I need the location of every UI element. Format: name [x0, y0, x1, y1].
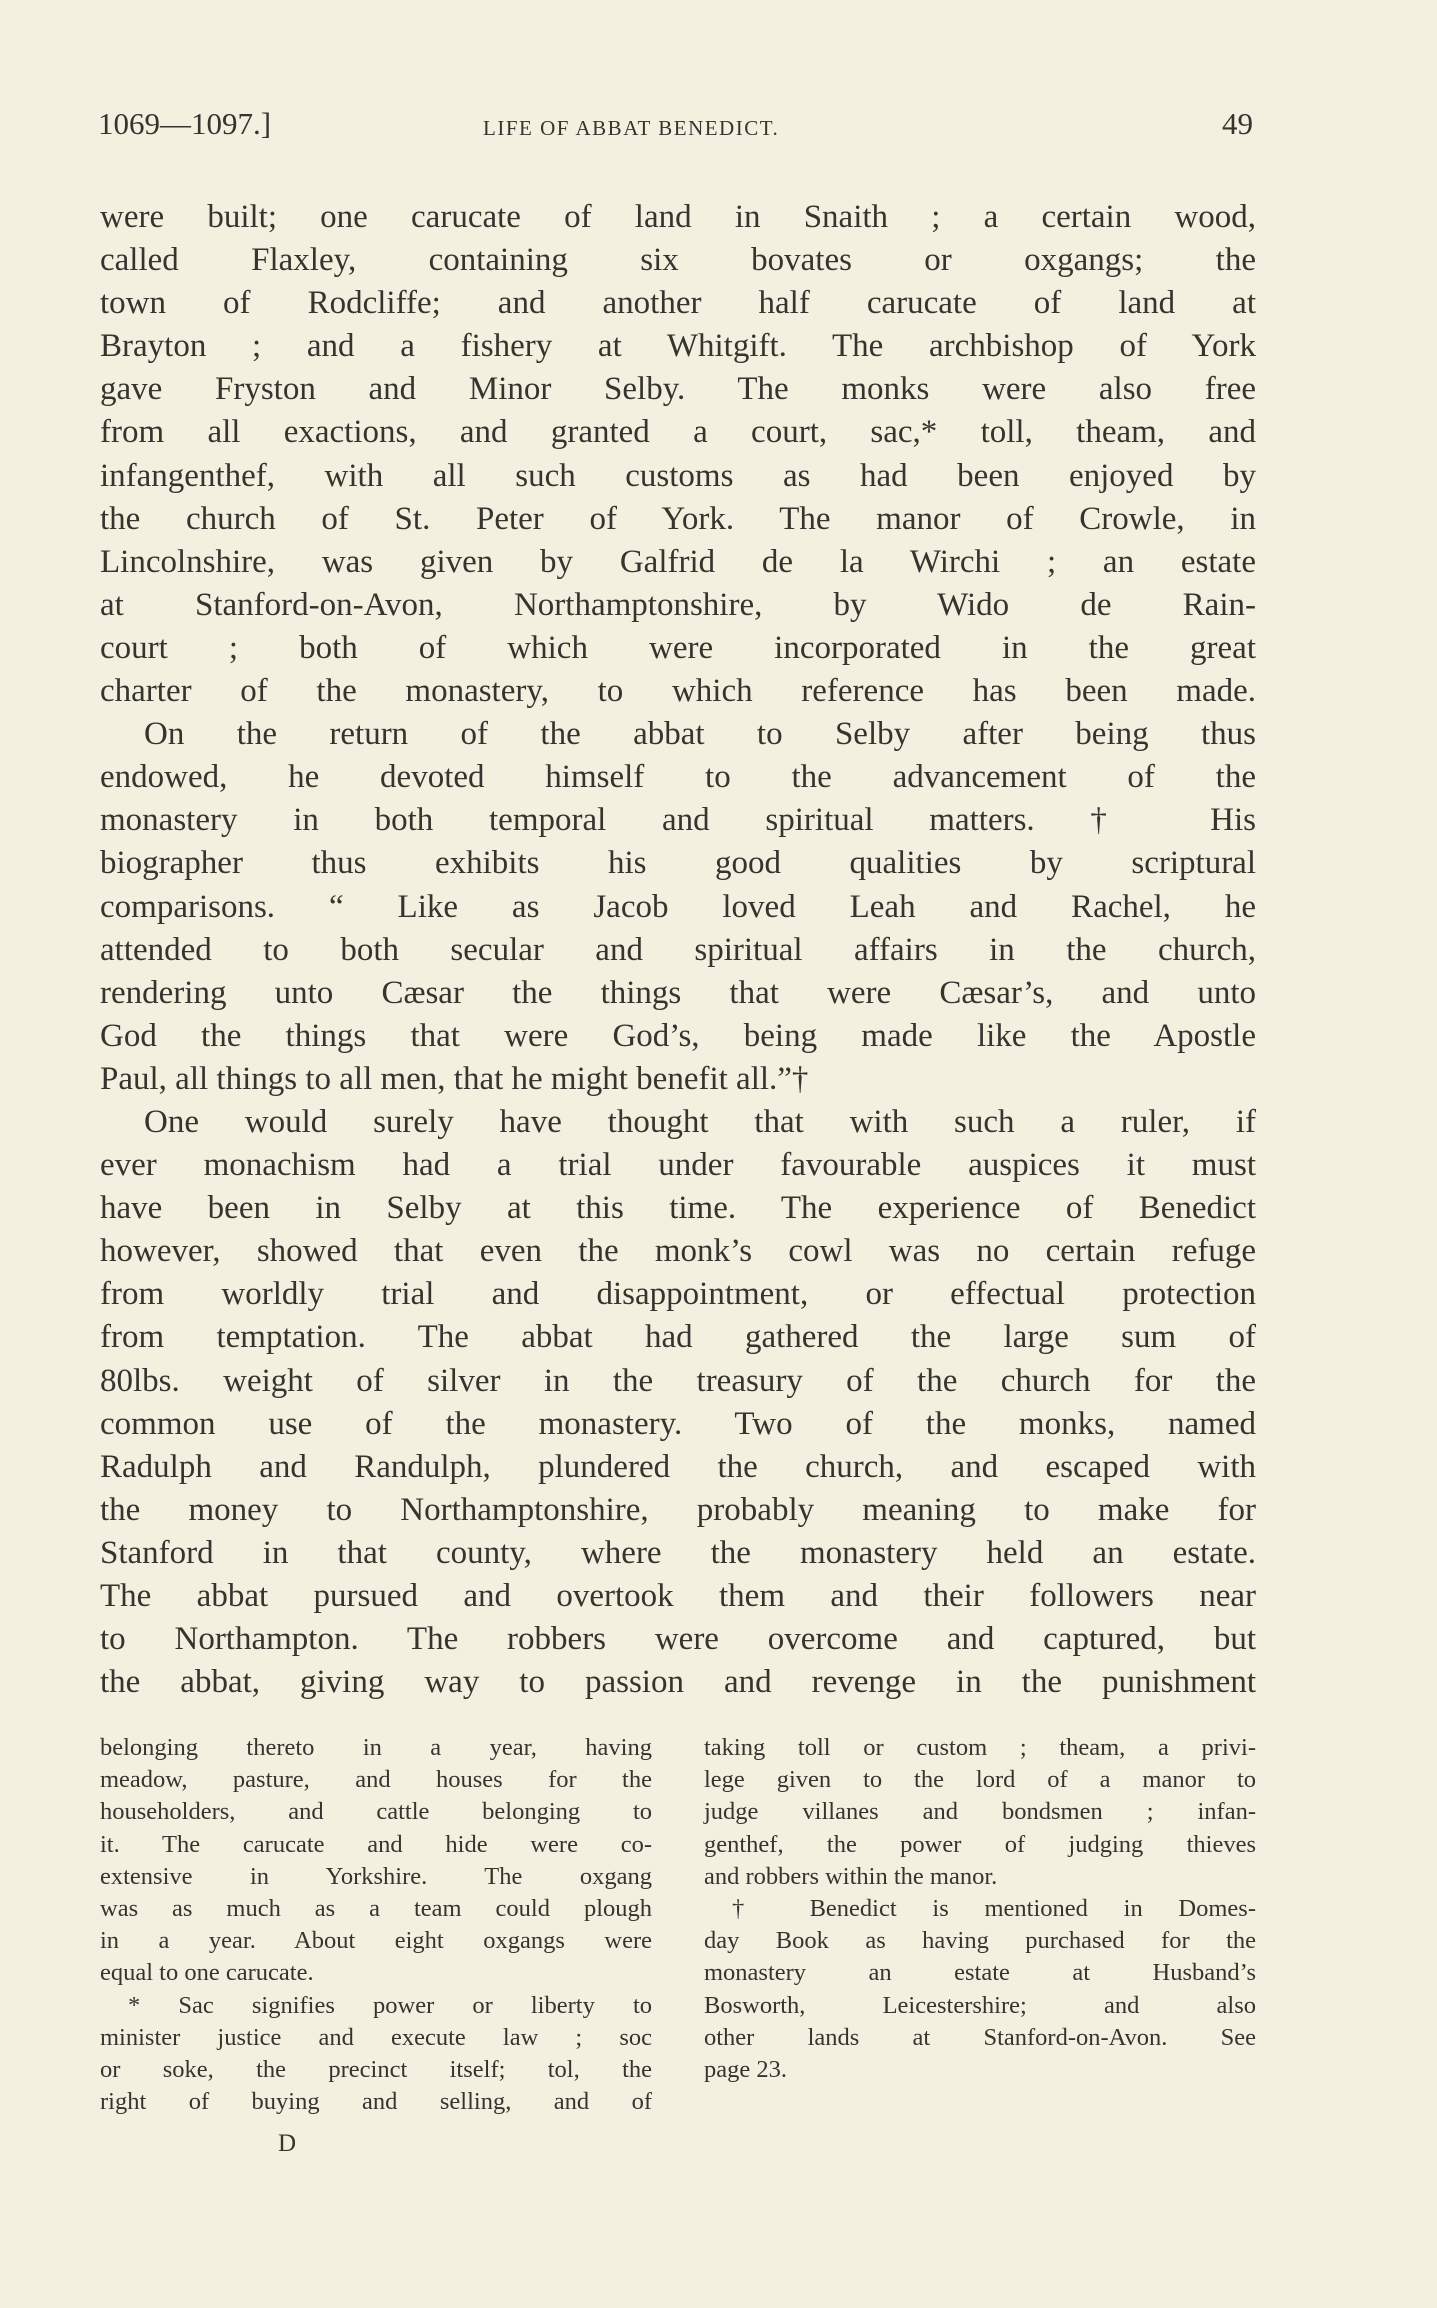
text-line: were built; one carucate of land in Snaith ; a certain wood,: [100, 199, 1256, 235]
text-line: common use of the monastery. Two of the monks, named: [100, 1405, 1256, 1442]
footnote-line: Bosworth, Leicestershire; and also: [704, 1991, 1256, 2019]
footnote-line: genthef, the power of judging thieves: [704, 1830, 1256, 1858]
text-line: infangenthef, with all such customs as had been enjoyed by: [100, 457, 1256, 494]
footnote-line: and robbers within the manor.: [704, 1862, 998, 1890]
footnote-line: minister justice and execute law ; soc: [100, 2023, 652, 2051]
footnotes-left-column: [100, 1732, 652, 2118]
text-line: however, showed that even the monk’s cowl was no certain refuge: [100, 1233, 1256, 1270]
text-line: Brayton ; and a fishery at Whitgift. The archbishop of York: [100, 328, 1256, 365]
text-line: at Stanford-on-Avon, Northamptonshire, by Wido de Rain-: [100, 586, 1256, 623]
text-line: Paul, all things to all men, that he might benefit all.”†: [100, 1060, 809, 1097]
text-line: the money to Northamptonshire, probably meaning to make for: [100, 1491, 1256, 1528]
footnote-line: meadow, pasture, and houses for the: [100, 1766, 652, 1794]
signature-mark: D: [278, 2130, 297, 2157]
text-line: the abbat, giving way to passion and revenge in the punishment: [100, 1664, 1256, 1701]
text-line: One would surely have thought that with such a ruler, if: [144, 1103, 1256, 1140]
running-head-title: LIFE OF ABBAT BENEDICT.: [483, 116, 780, 140]
text-line: called Flaxley, containing six bovates or oxgangs; the: [100, 242, 1256, 279]
text-line: from all exactions, and granted a court, sac,* toll, theam, and: [100, 414, 1256, 451]
text-line: to Northampton. The robbers were overcome and captured, but: [100, 1621, 1256, 1658]
text-line: The abbat pursued and overtook them and their followers near: [100, 1578, 1256, 1614]
page-number: 49: [1222, 106, 1253, 141]
footnote-line: * Sac signifies power or liberty to: [128, 1991, 652, 2019]
footnote-line: † Benedict is mentioned in Domes-: [732, 1894, 1256, 1922]
main-text: [100, 196, 1256, 1704]
footnote-line: equal to one carucate.: [100, 1959, 314, 1987]
footnote-line: right of buying and selling, and of: [100, 2088, 652, 2116]
text-line: Radulph and Randulph, plundered the church, and escaped with: [100, 1448, 1256, 1485]
text-line: On the return of the abbat to Selby after being thus: [144, 716, 1256, 753]
text-line: town of Rodcliffe; and another half carucate of land at: [100, 285, 1256, 322]
text-line: attended to both secular and spiritual affairs in the church,: [100, 931, 1256, 968]
text-line: 80lbs. weight of silver in the treasury of the church for the: [100, 1362, 1256, 1399]
text-line: rendering unto Cæsar the things that were Cæsar’s, and unto: [100, 974, 1256, 1011]
text-line: comparisons. “ Like as Jacob loved Leah and Rachel, he: [100, 888, 1256, 925]
footnote-line: lege given to the lord of a manor to: [704, 1766, 1256, 1794]
footnote-line: householders, and cattle belonging to: [100, 1798, 652, 1826]
footnote-line: taking toll or custom ; theam, a privi-: [704, 1734, 1256, 1761]
text-line: from temptation. The abbat had gathered the large sum of: [100, 1319, 1256, 1356]
footnote-line: page 23.: [704, 2055, 787, 2083]
footnote-line: was as much as a team could plough: [100, 1894, 652, 1922]
footnotes-right-column: [704, 1732, 1256, 2086]
footnote-line: extensive in Yorkshire. The oxgang: [100, 1862, 652, 1890]
footnote-line: or soke, the precinct itself; tol, the: [100, 2055, 652, 2083]
text-line: ever monachism had a trial under favourable auspices it must: [100, 1147, 1256, 1184]
text-line: Lincolnshire, was given by Galfrid de la Wirchi ; an estate: [100, 543, 1256, 580]
text-line: biographer thus exhibits his good qualities by scriptural: [100, 845, 1256, 882]
text-line: have been in Selby at this time. The experience of Benedict: [100, 1190, 1256, 1227]
footnote-line: it. The carucate and hide were co-: [100, 1830, 652, 1858]
footnote-line: other lands at Stanford-on-Avon. See: [704, 2023, 1256, 2051]
text-line: gave Fryston and Minor Selby. The monks were also free: [100, 371, 1256, 408]
text-line: charter of the monastery, to which reference has been made.: [100, 673, 1256, 710]
footnote-line: monastery an estate at Husband’s: [704, 1959, 1256, 1987]
text-line: endowed, he devoted himself to the advancement of the: [100, 759, 1256, 796]
text-line: court ; both of which were incorporated in the great: [100, 629, 1256, 666]
text-line: God the things that were God’s, being made like the Apostle: [100, 1017, 1256, 1054]
text-line: the church of St. Peter of York. The manor of Crowle, in: [100, 500, 1256, 537]
footnote-line: in a year. About eight oxgangs were: [100, 1927, 652, 1955]
running-head-dates: 1069—1097.]: [98, 106, 272, 141]
footnote-line: judge villanes and bondsmen ; infan-: [704, 1798, 1256, 1826]
footnote-line: belonging thereto in a year, having: [100, 1734, 652, 1761]
footnote-line: day Book as having purchased for the: [704, 1927, 1256, 1955]
text-line: monastery in both temporal and spiritual matters. † His: [100, 802, 1256, 839]
text-line: Stanford in that county, where the monastery held an estate.: [100, 1534, 1256, 1571]
text-line: from worldly trial and disappointment, or effectual protection: [100, 1276, 1256, 1313]
